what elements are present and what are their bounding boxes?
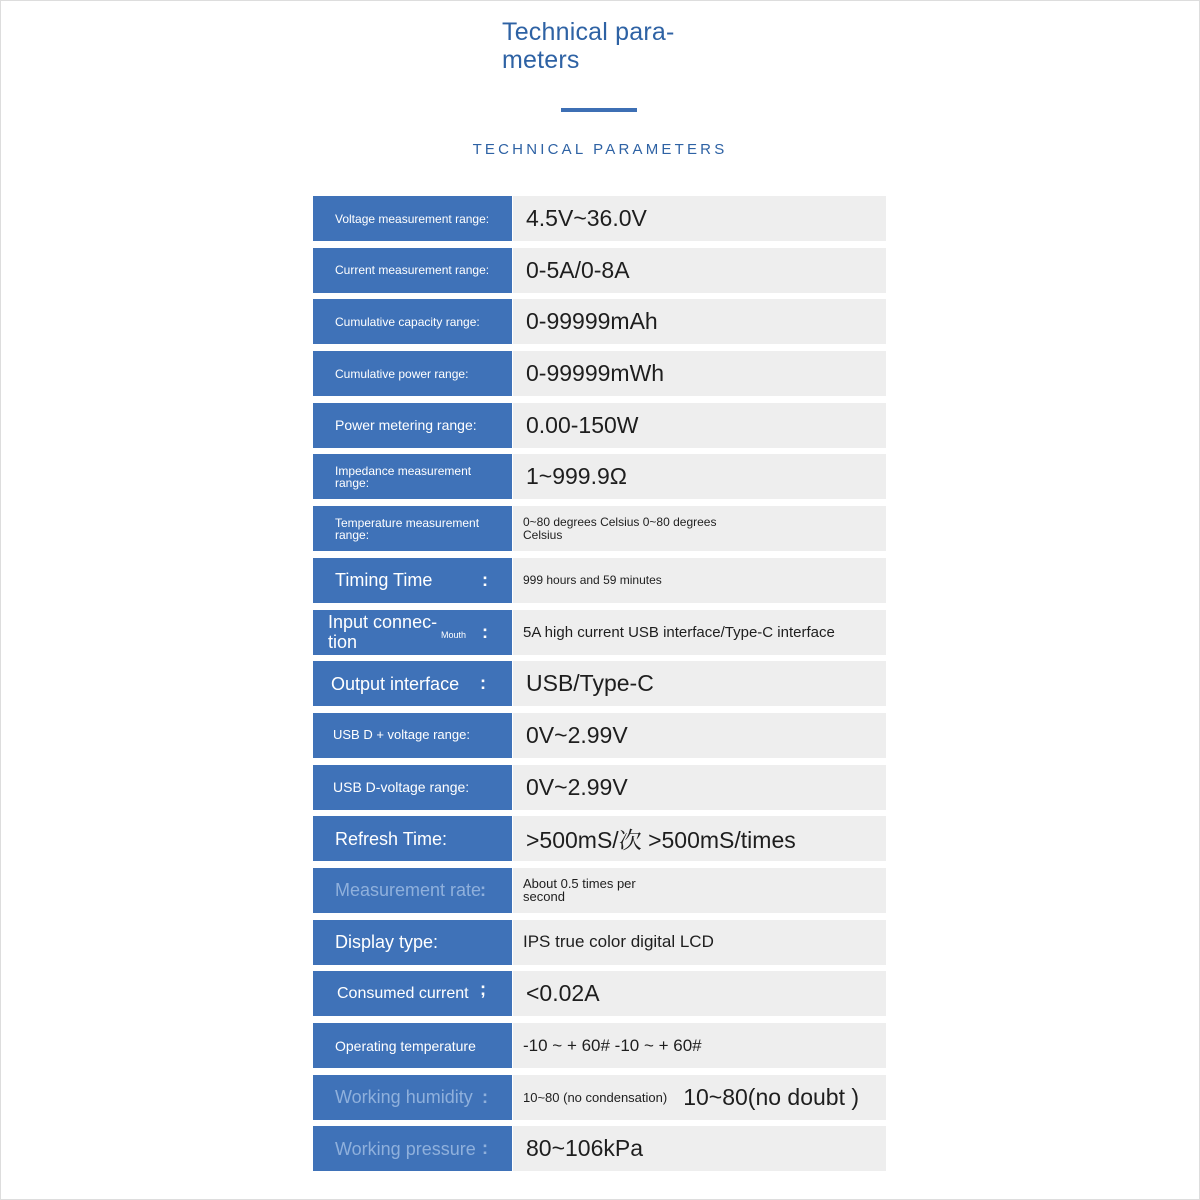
param-colon: : (482, 1138, 488, 1159)
param-label: Temperature measurement range: (313, 506, 512, 551)
page-title: Technical para- meters (502, 18, 675, 74)
param-value: 0-99999mAh (513, 299, 886, 344)
param-colon: : (482, 621, 488, 642)
param-label-text: Output interface (331, 673, 460, 694)
param-row-voltage (313, 196, 886, 241)
param-label (313, 971, 512, 1016)
param-label: Cumulative power range: (313, 351, 512, 396)
param-value: 1~999.9Ω (513, 454, 886, 499)
param-value: 0~80 degrees Celsius 0~80 degrees Celsius (513, 506, 886, 551)
param-colon: : (482, 1086, 488, 1107)
section-subtitle: TECHNICAL PARAMETERS (472, 141, 728, 158)
param-label-text: Working humidity (335, 1087, 473, 1108)
param-row-consumed-current (313, 971, 886, 1016)
param-row-capacity (313, 299, 886, 344)
param-value: IPS true color digital LCD (513, 920, 886, 965)
param-label: Display type: (313, 920, 512, 965)
param-value: >500mS/次 >500mS/times (513, 816, 886, 861)
param-label: USB D-voltage range: (313, 765, 512, 810)
param-row-cumulative-power (313, 351, 886, 396)
param-row-input-connection (313, 610, 886, 655)
param-value-alt: 10~80(no doubt ) (683, 1083, 860, 1110)
param-value: 999 hours and 59 minutes (513, 558, 886, 603)
param-value: USB/Type-C (513, 661, 886, 706)
param-label (313, 1126, 512, 1171)
param-value: <0.02A (513, 971, 886, 1016)
parameters-table (313, 196, 886, 1178)
param-row-timing (313, 558, 886, 603)
param-label (313, 868, 512, 913)
param-value-text: 10~80 (no condensation) (523, 1089, 668, 1105)
param-label-text: Consumed current (337, 984, 469, 1002)
param-row-impedance (313, 454, 886, 499)
param-row-temperature (313, 506, 886, 551)
param-row-usb-dplus (313, 713, 886, 758)
param-value: 0-99999mWh (513, 351, 886, 396)
param-label: Operating temperature (313, 1023, 512, 1068)
param-label-text: Timing Time (335, 570, 433, 591)
param-value: 4.5V~36.0V (513, 196, 886, 241)
param-colon: : (480, 673, 486, 694)
param-colon: : (482, 569, 488, 590)
param-label: Cumulative capacity range: (313, 299, 512, 344)
param-row-working-pressure (313, 1126, 886, 1171)
param-label (313, 558, 512, 603)
param-label-text: Working pressure (335, 1138, 476, 1159)
param-value: 0-5A/0-8A (513, 248, 886, 293)
param-label: Voltage measurement range: (313, 196, 512, 241)
param-value: 80~106kPa (513, 1126, 886, 1171)
param-row-output-interface (313, 661, 886, 706)
param-label (313, 610, 512, 655)
param-label: Power metering range: (313, 403, 512, 448)
title-underline (561, 108, 637, 112)
param-value: 0V~2.99V (513, 713, 886, 758)
param-label (313, 661, 512, 706)
param-value: 0V~2.99V (513, 765, 886, 810)
param-row-display-type (313, 920, 886, 965)
param-row-usb-dminus (313, 765, 886, 810)
param-label-note: Mouth (441, 629, 467, 640)
param-row-working-humidity (313, 1075, 886, 1120)
param-value (513, 1075, 886, 1120)
param-label: Current measurement range: (313, 248, 512, 293)
param-label: USB D + voltage range: (313, 713, 512, 758)
param-row-power-metering (313, 403, 886, 448)
param-label: Refresh Time: (313, 816, 512, 861)
param-label-text: Input connec- tion (328, 612, 438, 652)
param-value: 0.00-150W (513, 403, 886, 448)
param-row-operating-temperature (313, 1023, 886, 1068)
param-value: 5A high current USB interface/Type-C interface (513, 610, 886, 655)
param-label (313, 1075, 512, 1120)
param-label-text: Measurement rate (335, 880, 482, 901)
param-row-current (313, 248, 886, 293)
param-colon: ; (480, 979, 486, 1000)
param-colon: : (480, 879, 486, 900)
param-row-refresh (313, 816, 886, 861)
param-value: -10 ~ + 60# -10 ~ + 60# (513, 1023, 886, 1068)
param-label: Impedance measurement range: (313, 454, 512, 499)
param-value: About 0.5 times per second (513, 868, 886, 913)
param-row-measurement-rate (313, 868, 886, 913)
